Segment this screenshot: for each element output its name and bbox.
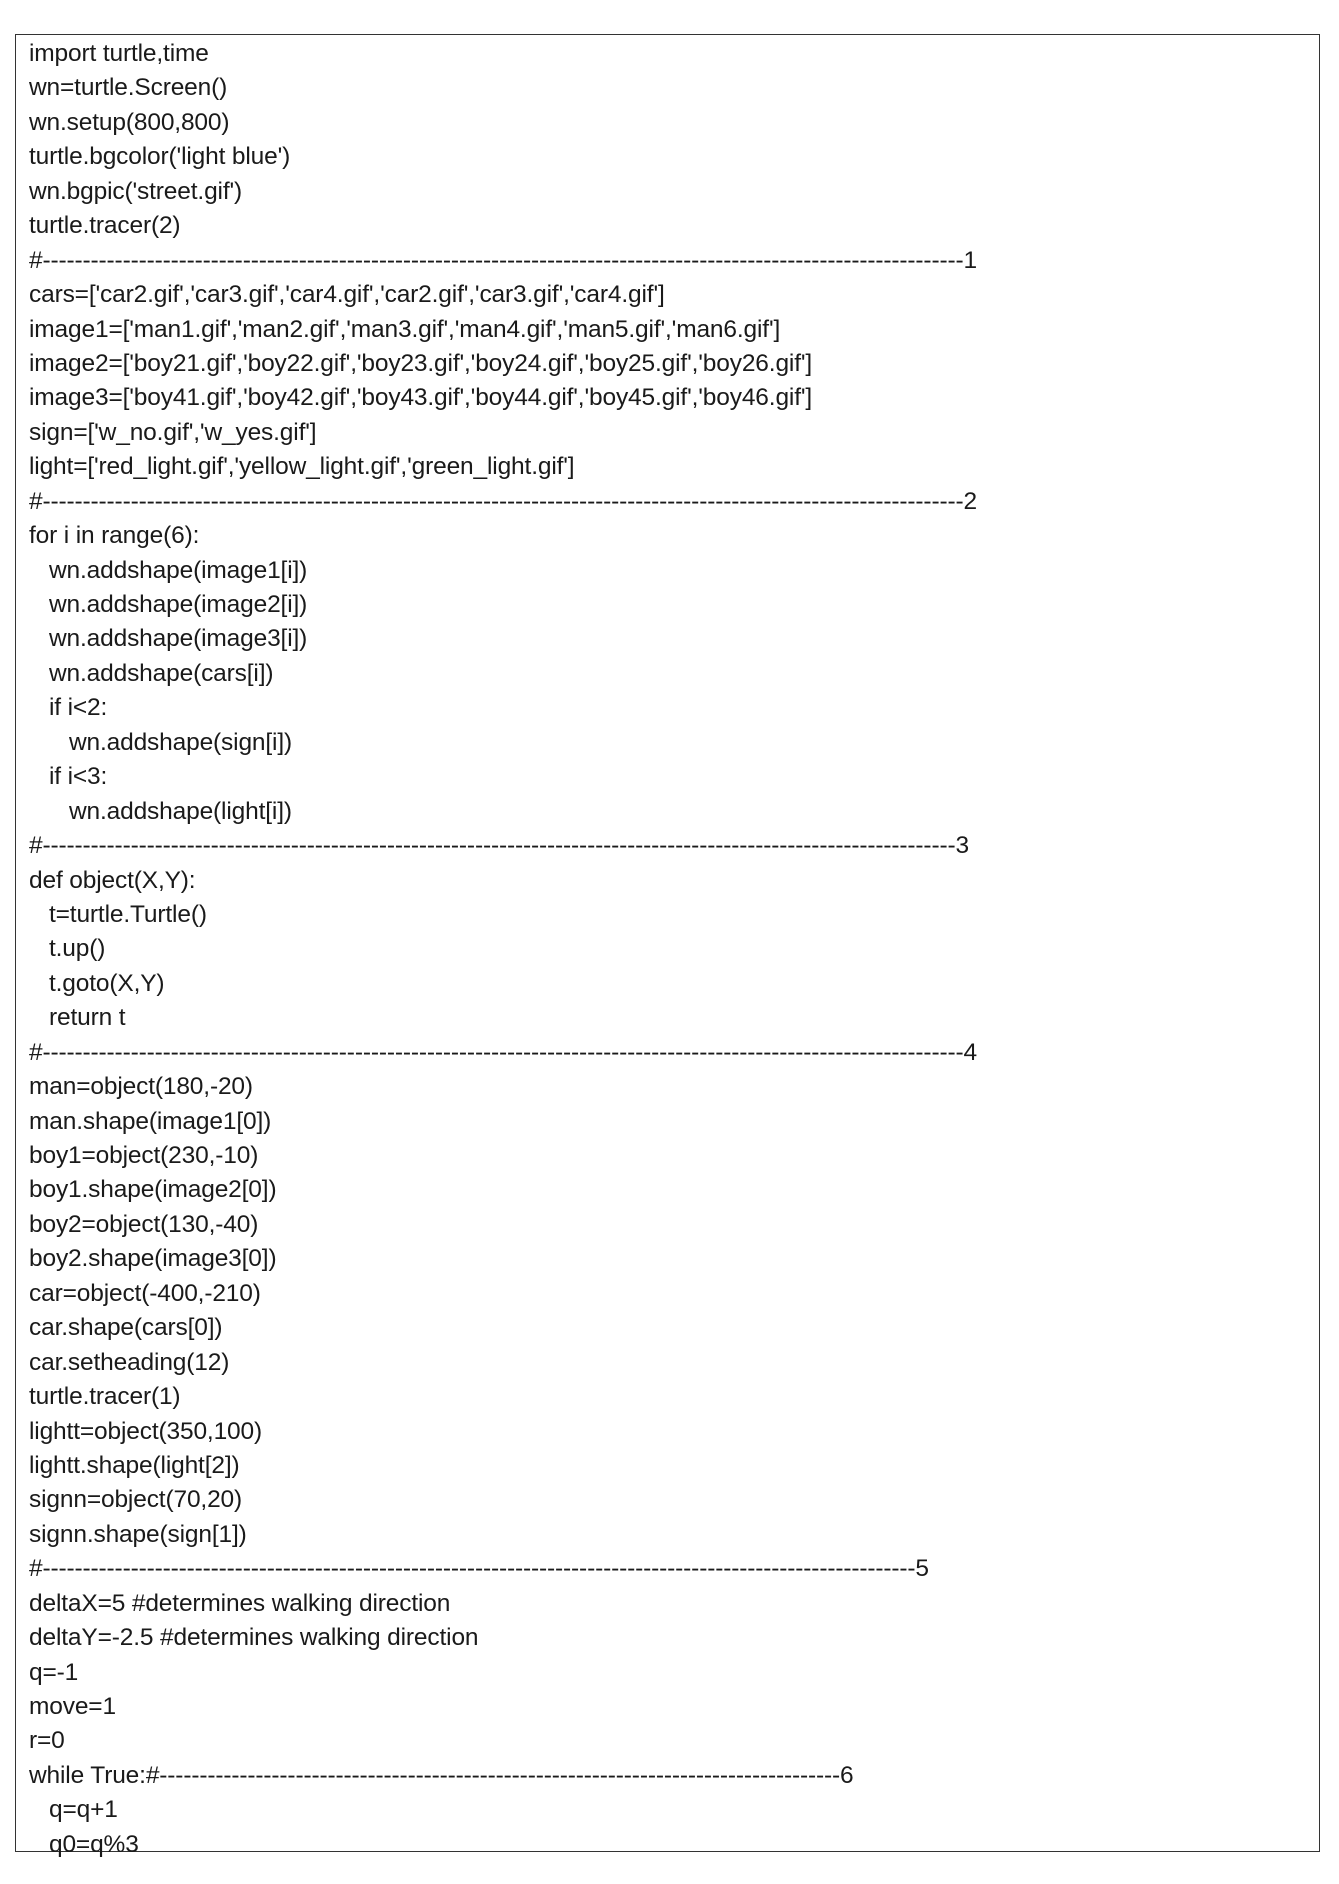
code-line-22: if i<3: [29,763,108,791]
code-line-27: t.up() [29,935,106,963]
code-line-23: wn.addshape(light[i]) [29,797,292,825]
code-line-6: turtle.tracer(2) [29,212,181,240]
code-line-13: light=['red_light.gif','yellow_light.gif','green_light.gif'] [29,453,575,481]
code-line-53: q0=q%3 [29,1830,139,1858]
code-line-20: if i<2: [29,694,108,722]
code-line-12: sign=['w_no.gif','w_yes.gif'] [29,418,317,446]
code-line-33: boy1=object(230,-10) [29,1142,259,1169]
code-listing-box [15,34,1320,1858]
code-line-31: man=object(180,-20) [29,1073,253,1101]
code-line-15: for i in range(6): [29,522,200,550]
code-line-48: q=-1 [29,1658,79,1686]
code-line-4: turtle.bgcolor('light blue') [29,143,291,171]
code-line-1: import turtle,time [29,40,209,67]
code-line-41: lightt=object(350,100) [29,1417,263,1445]
code-line-42: lightt.shape(light[2]) [29,1451,240,1479]
code-line-10: image2=['boy21.gif','boy22.gif','boy23.gif','boy24.gif','boy25.gif','boy26.gif'] [29,349,813,377]
code-line-3: wn.setup(800,800) [29,108,230,136]
section-divider-4: #-------------------------------------------------------------------------------------------------------------------4 [29,1038,977,1066]
code-line-38: car.shape(cars[0]) [29,1314,223,1342]
code-line-18: wn.addshape(image3[i]) [29,625,308,653]
code-line-28: t.goto(X,Y) [29,969,165,997]
section-divider-5: #-------------------------------------------------------------------------------------------------------------5 [29,1555,929,1583]
code-line-11: image3=['boy41.gif','boy42.gif','boy43.gif','boy44.gif','boy45.gif','boy46.gif'] [29,384,813,412]
code-line-36: boy2.shape(image3[0]) [29,1245,277,1273]
code-line-40: turtle.tracer(1) [29,1383,181,1411]
code-line-26: t=turtle.Turtle() [29,900,207,928]
code-line-25: def object(X,Y): [29,866,196,894]
code-line-8: cars=['car2.gif','car3.gif','car4.gif','car2.gif','car3.gif','car4.gif'] [29,281,665,309]
section-divider-3: #------------------------------------------------------------------------------------------------------------------3 [29,832,969,860]
code-line-44: signn.shape(sign[1]) [29,1520,247,1548]
section-divider-6: while True:#-------------------------------------------------------------------------------------6 [29,1761,854,1789]
section-divider-1: #-------------------------------------------------------------------------------------------------------------------1 [29,246,977,274]
code-line-2: wn=turtle.Screen() [29,74,228,102]
section-divider-2: #-------------------------------------------------------------------------------------------------------------------2 [29,487,977,515]
code-line-49: move=1 [29,1693,116,1720]
code-line-29: return t [29,1004,126,1032]
code-line-50: r=0 [29,1727,65,1755]
code-line-34: boy1.shape(image2[0]) [29,1176,277,1204]
code-line-9: image1=['man1.gif','man2.gif','man3.gif','man4.gif','man5.gif','man6.gif'] [29,315,781,343]
code-line-32: man.shape(image1[0]) [29,1107,272,1135]
code-line-5: wn.bgpic('street.gif') [29,177,243,205]
code-line-46: deltaX=5 #determines walking direction [29,1589,451,1617]
code-line-21: wn.addshape(sign[i]) [29,728,293,756]
code-line-39: car.setheading(12) [29,1348,230,1376]
code-line-35: boy2=object(130,-40) [29,1210,259,1238]
code-line-19: wn.addshape(cars[i]) [29,659,274,687]
code-line-37: car=object(-400,-210) [29,1279,261,1307]
code-lines [29,37,977,1862]
code-line-47: deltaY=-2.5 #determines walking direction [29,1624,479,1652]
code-line-52: q=q+1 [29,1796,118,1824]
code-line-17: wn.addshape(image2[i]) [29,591,308,618]
code-line-43: signn=object(70,20) [29,1486,243,1514]
code-line-16: wn.addshape(image1[i]) [29,556,308,584]
